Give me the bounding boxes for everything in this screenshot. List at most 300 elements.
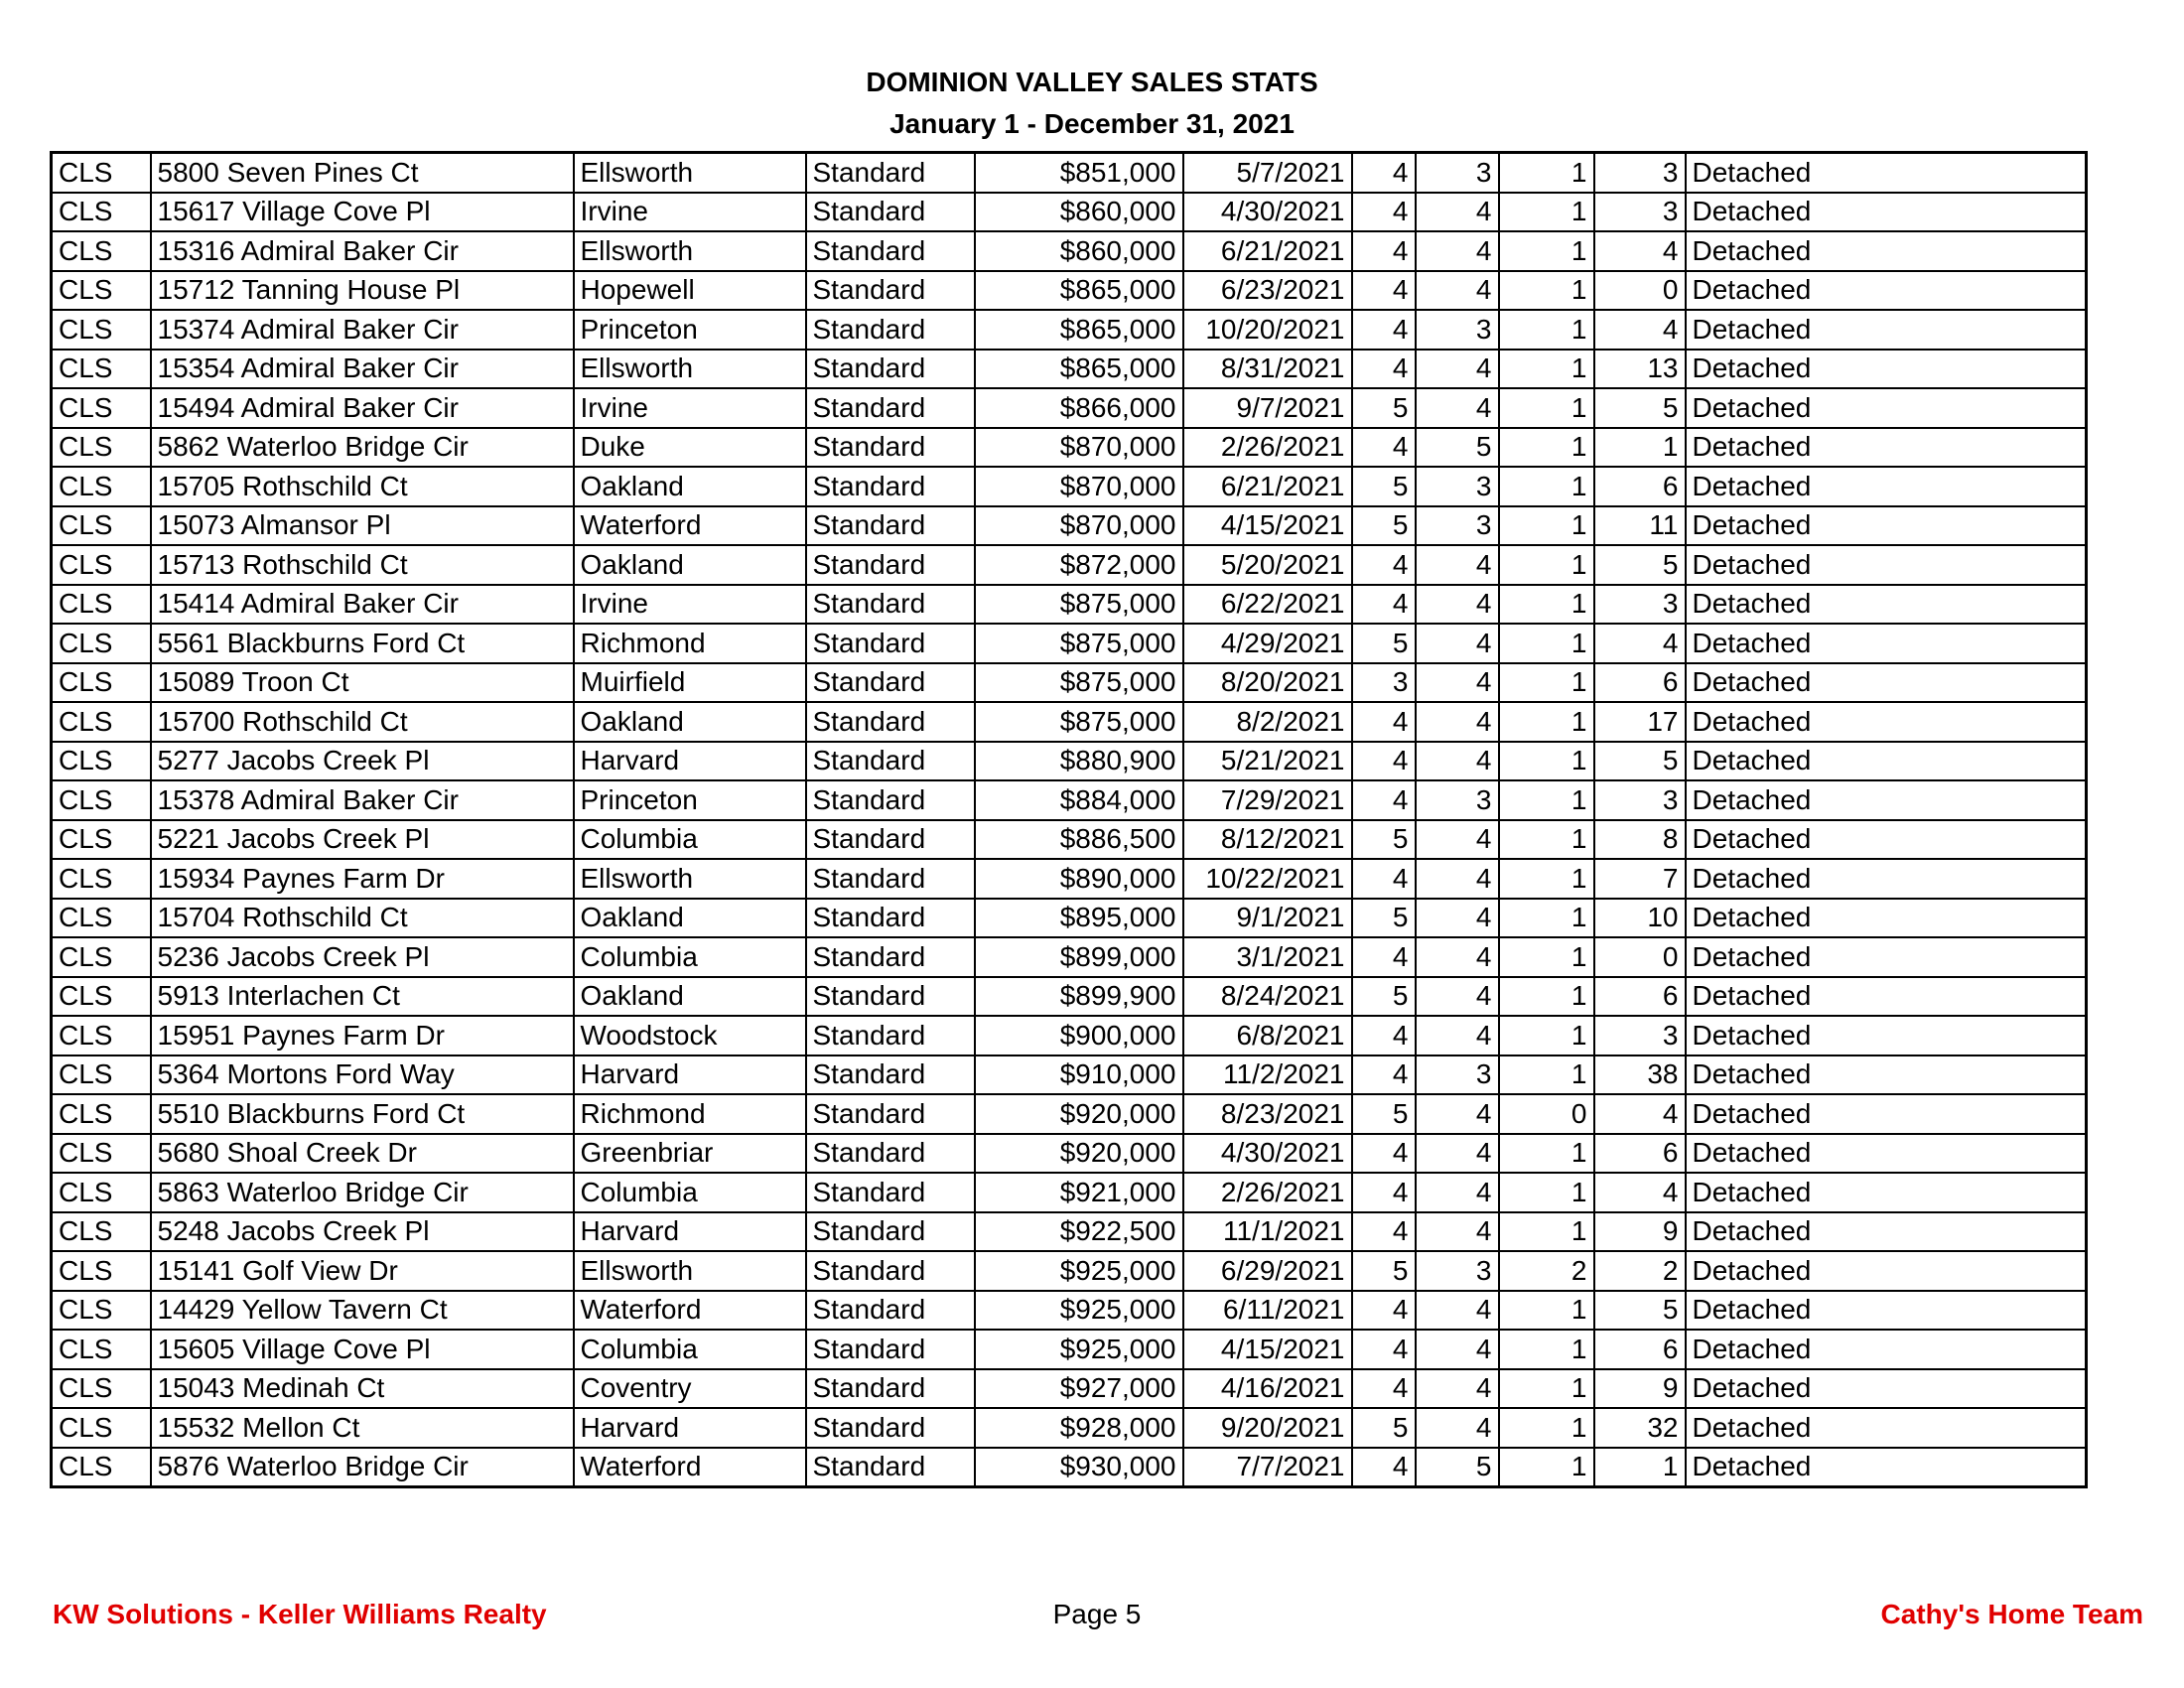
- cell-sale-type: Standard: [806, 1330, 975, 1369]
- cell-style: Detached: [1686, 193, 2087, 232]
- cell-address: 15414 Admiral Baker Cir: [151, 585, 574, 625]
- cell-bedrooms: 4: [1352, 1448, 1416, 1487]
- table-row: [52, 1094, 2087, 1134]
- cell-sale-type: Standard: [806, 1448, 975, 1487]
- cell-bedrooms: 5: [1352, 1094, 1416, 1134]
- cell-sale-type: Standard: [806, 937, 975, 977]
- cell-sale-type: Standard: [806, 153, 975, 193]
- cell-close-date: 8/24/2021: [1183, 977, 1352, 1017]
- table-row: [52, 388, 2087, 428]
- cell-close-date: 6/22/2021: [1183, 585, 1352, 625]
- cell-sale-type: Standard: [806, 702, 975, 742]
- cell-close-date: 8/31/2021: [1183, 350, 1352, 389]
- cell-sale-type: Standard: [806, 388, 975, 428]
- cell-address: 5248 Jacobs Creek Pl: [151, 1212, 574, 1252]
- cell-status: CLS: [52, 1448, 151, 1487]
- cell-sale-type: Standard: [806, 899, 975, 938]
- cell-address: 15713 Rothschild Ct: [151, 545, 574, 585]
- cell-price: $886,500: [975, 820, 1183, 860]
- cell-model: Coventry: [574, 1369, 806, 1409]
- cell-days-on-market: 1: [1594, 1448, 1686, 1487]
- cell-close-date: 6/21/2021: [1183, 231, 1352, 271]
- cell-style: Detached: [1686, 153, 2087, 193]
- cell-status: CLS: [52, 1016, 151, 1055]
- cell-days-on-market: 11: [1594, 506, 1686, 546]
- table-row: [52, 585, 2087, 625]
- cell-model: Ellsworth: [574, 859, 806, 899]
- cell-price: $899,900: [975, 977, 1183, 1017]
- cell-close-date: 2/26/2021: [1183, 428, 1352, 468]
- cell-full-baths: 4: [1416, 977, 1499, 1017]
- cell-style: Detached: [1686, 388, 2087, 428]
- cell-address: 15073 Almansor Pl: [151, 506, 574, 546]
- cell-sale-type: Standard: [806, 1055, 975, 1095]
- cell-status: CLS: [52, 1212, 151, 1252]
- cell-full-baths: 3: [1416, 153, 1499, 193]
- cell-close-date: 4/16/2021: [1183, 1369, 1352, 1409]
- cell-status: CLS: [52, 624, 151, 663]
- cell-sale-type: Standard: [806, 1251, 975, 1291]
- cell-style: Detached: [1686, 820, 2087, 860]
- cell-style: Detached: [1686, 899, 2087, 938]
- cell-status: CLS: [52, 1055, 151, 1095]
- cell-price: $899,000: [975, 937, 1183, 977]
- cell-status: CLS: [52, 780, 151, 820]
- table-row: [52, 1448, 2087, 1487]
- table-row: [52, 193, 2087, 232]
- cell-status: CLS: [52, 702, 151, 742]
- cell-model: Princeton: [574, 780, 806, 820]
- table-row: [52, 231, 2087, 271]
- cell-half-baths: 1: [1499, 506, 1594, 546]
- cell-half-baths: 1: [1499, 545, 1594, 585]
- cell-address: 5277 Jacobs Creek Pl: [151, 742, 574, 781]
- cell-half-baths: 1: [1499, 742, 1594, 781]
- cell-close-date: 2/26/2021: [1183, 1173, 1352, 1212]
- sales-table-body: [52, 153, 2087, 1487]
- table-row: [52, 506, 2087, 546]
- cell-address: 5862 Waterloo Bridge Cir: [151, 428, 574, 468]
- cell-model: Irvine: [574, 193, 806, 232]
- cell-bedrooms: 4: [1352, 859, 1416, 899]
- cell-sale-type: Standard: [806, 428, 975, 468]
- cell-days-on-market: 38: [1594, 1055, 1686, 1095]
- cell-bedrooms: 4: [1352, 742, 1416, 781]
- cell-address: 5236 Jacobs Creek Pl: [151, 937, 574, 977]
- cell-style: Detached: [1686, 663, 2087, 703]
- cell-bedrooms: 5: [1352, 820, 1416, 860]
- cell-bedrooms: 4: [1352, 1291, 1416, 1331]
- cell-address: 5800 Seven Pines Ct: [151, 153, 574, 193]
- cell-address: 15494 Admiral Baker Cir: [151, 388, 574, 428]
- cell-address: 15951 Paynes Farm Dr: [151, 1016, 574, 1055]
- cell-full-baths: 3: [1416, 1251, 1499, 1291]
- cell-full-baths: 4: [1416, 1212, 1499, 1252]
- cell-close-date: 10/20/2021: [1183, 310, 1352, 350]
- cell-close-date: 4/29/2021: [1183, 624, 1352, 663]
- cell-days-on-market: 6: [1594, 977, 1686, 1017]
- cell-style: Detached: [1686, 428, 2087, 468]
- cell-sale-type: Standard: [806, 1173, 975, 1212]
- cell-style: Detached: [1686, 271, 2087, 311]
- cell-close-date: 11/1/2021: [1183, 1212, 1352, 1252]
- cell-status: CLS: [52, 350, 151, 389]
- cell-status: CLS: [52, 467, 151, 506]
- cell-sale-type: Standard: [806, 1408, 975, 1448]
- cell-sale-type: Standard: [806, 1134, 975, 1174]
- cell-address: 15532 Mellon Ct: [151, 1408, 574, 1448]
- cell-close-date: 8/20/2021: [1183, 663, 1352, 703]
- cell-address: 15374 Admiral Baker Cir: [151, 310, 574, 350]
- cell-full-baths: 4: [1416, 1094, 1499, 1134]
- cell-price: $900,000: [975, 1016, 1183, 1055]
- cell-sale-type: Standard: [806, 780, 975, 820]
- cell-model: Hopewell: [574, 271, 806, 311]
- cell-days-on-market: 6: [1594, 467, 1686, 506]
- cell-days-on-market: 3: [1594, 1016, 1686, 1055]
- cell-address: 15705 Rothschild Ct: [151, 467, 574, 506]
- cell-status: CLS: [52, 153, 151, 193]
- cell-status: CLS: [52, 1134, 151, 1174]
- cell-style: Detached: [1686, 1448, 2087, 1487]
- cell-address: 15700 Rothschild Ct: [151, 702, 574, 742]
- cell-bedrooms: 4: [1352, 1016, 1416, 1055]
- cell-half-baths: 2: [1499, 1251, 1594, 1291]
- cell-close-date: 8/2/2021: [1183, 702, 1352, 742]
- cell-close-date: 9/7/2021: [1183, 388, 1352, 428]
- cell-full-baths: 4: [1416, 1173, 1499, 1212]
- cell-price: $925,000: [975, 1291, 1183, 1331]
- cell-bedrooms: 4: [1352, 937, 1416, 977]
- cell-style: Detached: [1686, 585, 2087, 625]
- footer-brokerage: KW Solutions - Keller Williams Realty: [53, 1599, 547, 1629]
- cell-bedrooms: 4: [1352, 193, 1416, 232]
- cell-close-date: 10/22/2021: [1183, 859, 1352, 899]
- cell-days-on-market: 1: [1594, 428, 1686, 468]
- cell-model: Ellsworth: [574, 231, 806, 271]
- cell-half-baths: 1: [1499, 271, 1594, 311]
- table-row: [52, 1134, 2087, 1174]
- cell-sale-type: Standard: [806, 467, 975, 506]
- cell-close-date: 5/20/2021: [1183, 545, 1352, 585]
- cell-full-baths: 4: [1416, 937, 1499, 977]
- cell-model: Irvine: [574, 585, 806, 625]
- cell-bedrooms: 5: [1352, 977, 1416, 1017]
- cell-close-date: 11/2/2021: [1183, 1055, 1352, 1095]
- cell-full-baths: 4: [1416, 899, 1499, 938]
- cell-address: 15605 Village Cove Pl: [151, 1330, 574, 1369]
- cell-style: Detached: [1686, 624, 2087, 663]
- cell-model: Richmond: [574, 624, 806, 663]
- cell-close-date: 4/30/2021: [1183, 1134, 1352, 1174]
- cell-price: $925,000: [975, 1330, 1183, 1369]
- page-title: DOMINION VALLEY SALES STATS: [866, 67, 1318, 97]
- cell-model: Muirfield: [574, 663, 806, 703]
- cell-bedrooms: 4: [1352, 153, 1416, 193]
- cell-style: Detached: [1686, 1212, 2087, 1252]
- page-number: Page 5: [1052, 1599, 1142, 1629]
- cell-status: CLS: [52, 1094, 151, 1134]
- cell-style: Detached: [1686, 1369, 2087, 1409]
- cell-sale-type: Standard: [806, 1369, 975, 1409]
- cell-price: $925,000: [975, 1251, 1183, 1291]
- cell-full-baths: 4: [1416, 231, 1499, 271]
- cell-address: 5863 Waterloo Bridge Cir: [151, 1173, 574, 1212]
- cell-days-on-market: 8: [1594, 820, 1686, 860]
- cell-half-baths: 1: [1499, 1408, 1594, 1448]
- cell-close-date: 3/1/2021: [1183, 937, 1352, 977]
- cell-sale-type: Standard: [806, 271, 975, 311]
- table-row: [52, 702, 2087, 742]
- cell-close-date: 4/15/2021: [1183, 1330, 1352, 1369]
- cell-sale-type: Standard: [806, 977, 975, 1017]
- table-row: [52, 820, 2087, 860]
- cell-close-date: 6/21/2021: [1183, 467, 1352, 506]
- cell-price: $884,000: [975, 780, 1183, 820]
- table-row: [52, 1330, 2087, 1369]
- cell-half-baths: 1: [1499, 1369, 1594, 1409]
- cell-price: $860,000: [975, 193, 1183, 232]
- cell-close-date: 6/29/2021: [1183, 1251, 1352, 1291]
- cell-half-baths: 1: [1499, 428, 1594, 468]
- table-row: [52, 1173, 2087, 1212]
- cell-status: CLS: [52, 663, 151, 703]
- cell-address: 5680 Shoal Creek Dr: [151, 1134, 574, 1174]
- cell-sale-type: Standard: [806, 231, 975, 271]
- cell-full-baths: 4: [1416, 1291, 1499, 1331]
- table-row: [52, 1212, 2087, 1252]
- table-row: [52, 1016, 2087, 1055]
- cell-price: $870,000: [975, 428, 1183, 468]
- cell-price: $930,000: [975, 1448, 1183, 1487]
- cell-days-on-market: 13: [1594, 350, 1686, 389]
- cell-bedrooms: 5: [1352, 506, 1416, 546]
- cell-status: CLS: [52, 1173, 151, 1212]
- cell-bedrooms: 5: [1352, 899, 1416, 938]
- cell-close-date: 9/1/2021: [1183, 899, 1352, 938]
- cell-price: $922,500: [975, 1212, 1183, 1252]
- cell-status: CLS: [52, 545, 151, 585]
- cell-half-baths: 1: [1499, 388, 1594, 428]
- cell-status: CLS: [52, 388, 151, 428]
- cell-model: Oakland: [574, 977, 806, 1017]
- cell-sale-type: Standard: [806, 506, 975, 546]
- cell-half-baths: 1: [1499, 820, 1594, 860]
- cell-style: Detached: [1686, 1055, 2087, 1095]
- cell-style: Detached: [1686, 702, 2087, 742]
- table-row: [52, 545, 2087, 585]
- cell-days-on-market: 7: [1594, 859, 1686, 899]
- cell-style: Detached: [1686, 780, 2087, 820]
- cell-half-baths: 1: [1499, 624, 1594, 663]
- cell-price: $921,000: [975, 1173, 1183, 1212]
- cell-style: Detached: [1686, 937, 2087, 977]
- cell-price: $872,000: [975, 545, 1183, 585]
- cell-status: CLS: [52, 742, 151, 781]
- cell-bedrooms: 5: [1352, 467, 1416, 506]
- table-row: [52, 899, 2087, 938]
- cell-model: Columbia: [574, 820, 806, 860]
- cell-bedrooms: 4: [1352, 780, 1416, 820]
- cell-status: CLS: [52, 1369, 151, 1409]
- cell-price: $875,000: [975, 663, 1183, 703]
- cell-full-baths: 4: [1416, 585, 1499, 625]
- cell-style: Detached: [1686, 350, 2087, 389]
- cell-sale-type: Standard: [806, 545, 975, 585]
- cell-sale-type: Standard: [806, 820, 975, 860]
- cell-half-baths: 1: [1499, 937, 1594, 977]
- cell-model: Harvard: [574, 1212, 806, 1252]
- cell-sale-type: Standard: [806, 193, 975, 232]
- cell-full-baths: 4: [1416, 1330, 1499, 1369]
- cell-full-baths: 3: [1416, 506, 1499, 546]
- table-row: [52, 310, 2087, 350]
- footer-team: Cathy's Home Team: [1880, 1599, 2143, 1629]
- cell-half-baths: 1: [1499, 1016, 1594, 1055]
- cell-style: Detached: [1686, 1251, 2087, 1291]
- cell-bedrooms: 4: [1352, 545, 1416, 585]
- cell-full-baths: 4: [1416, 193, 1499, 232]
- cell-bedrooms: 4: [1352, 1134, 1416, 1174]
- cell-model: Ellsworth: [574, 350, 806, 389]
- cell-model: Oakland: [574, 545, 806, 585]
- cell-price: $875,000: [975, 585, 1183, 625]
- cell-full-baths: 4: [1416, 1408, 1499, 1448]
- table-row: [52, 624, 2087, 663]
- table-row: [52, 153, 2087, 193]
- cell-days-on-market: 9: [1594, 1212, 1686, 1252]
- cell-full-baths: 4: [1416, 350, 1499, 389]
- cell-address: 15617 Village Cove Pl: [151, 193, 574, 232]
- cell-days-on-market: 6: [1594, 663, 1686, 703]
- cell-price: $866,000: [975, 388, 1183, 428]
- cell-price: $870,000: [975, 506, 1183, 546]
- cell-days-on-market: 0: [1594, 937, 1686, 977]
- cell-style: Detached: [1686, 545, 2087, 585]
- cell-status: CLS: [52, 310, 151, 350]
- table-row: [52, 428, 2087, 468]
- cell-bedrooms: 5: [1352, 388, 1416, 428]
- cell-sale-type: Standard: [806, 1291, 975, 1331]
- cell-bedrooms: 4: [1352, 585, 1416, 625]
- cell-full-baths: 4: [1416, 545, 1499, 585]
- cell-days-on-market: 6: [1594, 1134, 1686, 1174]
- cell-half-baths: 0: [1499, 1094, 1594, 1134]
- cell-sale-type: Standard: [806, 310, 975, 350]
- cell-days-on-market: 9: [1594, 1369, 1686, 1409]
- cell-days-on-market: 4: [1594, 1173, 1686, 1212]
- table-row: [52, 780, 2087, 820]
- cell-bedrooms: 4: [1352, 1212, 1416, 1252]
- cell-full-baths: 3: [1416, 1055, 1499, 1095]
- cell-sale-type: Standard: [806, 585, 975, 625]
- cell-days-on-market: 4: [1594, 310, 1686, 350]
- cell-model: Columbia: [574, 937, 806, 977]
- cell-price: $890,000: [975, 859, 1183, 899]
- cell-half-baths: 1: [1499, 702, 1594, 742]
- table-row: [52, 742, 2087, 781]
- cell-sale-type: Standard: [806, 1212, 975, 1252]
- cell-address: 15141 Golf View Dr: [151, 1251, 574, 1291]
- cell-price: $920,000: [975, 1094, 1183, 1134]
- cell-days-on-market: 0: [1594, 271, 1686, 311]
- cell-days-on-market: 3: [1594, 780, 1686, 820]
- cell-address: 15704 Rothschild Ct: [151, 899, 574, 938]
- cell-model: Oakland: [574, 899, 806, 938]
- table-row: [52, 350, 2087, 389]
- cell-price: $880,900: [975, 742, 1183, 781]
- cell-bedrooms: 4: [1352, 271, 1416, 311]
- cell-full-baths: 3: [1416, 780, 1499, 820]
- cell-bedrooms: 4: [1352, 310, 1416, 350]
- cell-model: Columbia: [574, 1330, 806, 1369]
- table-row: [52, 1408, 2087, 1448]
- cell-model: Oakland: [574, 467, 806, 506]
- cell-full-baths: 4: [1416, 702, 1499, 742]
- cell-full-baths: 4: [1416, 859, 1499, 899]
- cell-status: CLS: [52, 1330, 151, 1369]
- cell-half-baths: 1: [1499, 467, 1594, 506]
- cell-half-baths: 1: [1499, 350, 1594, 389]
- cell-sale-type: Standard: [806, 663, 975, 703]
- cell-days-on-market: 2: [1594, 1251, 1686, 1291]
- cell-full-baths: 4: [1416, 1134, 1499, 1174]
- cell-address: 5221 Jacobs Creek Pl: [151, 820, 574, 860]
- cell-days-on-market: 5: [1594, 545, 1686, 585]
- table-row: [52, 1291, 2087, 1331]
- cell-style: Detached: [1686, 467, 2087, 506]
- cell-close-date: 8/23/2021: [1183, 1094, 1352, 1134]
- cell-status: CLS: [52, 193, 151, 232]
- cell-close-date: 6/23/2021: [1183, 271, 1352, 311]
- table-row: [52, 937, 2087, 977]
- cell-sale-type: Standard: [806, 1016, 975, 1055]
- cell-bedrooms: 4: [1352, 1330, 1416, 1369]
- cell-status: CLS: [52, 231, 151, 271]
- cell-sale-type: Standard: [806, 624, 975, 663]
- cell-sale-type: Standard: [806, 1094, 975, 1134]
- cell-bedrooms: 4: [1352, 1369, 1416, 1409]
- cell-address: 5364 Mortons Ford Way: [151, 1055, 574, 1095]
- cell-days-on-market: 4: [1594, 1094, 1686, 1134]
- cell-half-baths: 1: [1499, 1173, 1594, 1212]
- cell-full-baths: 4: [1416, 1369, 1499, 1409]
- cell-model: Ellsworth: [574, 1251, 806, 1291]
- cell-address: 15378 Admiral Baker Cir: [151, 780, 574, 820]
- cell-price: $927,000: [975, 1369, 1183, 1409]
- cell-days-on-market: 3: [1594, 153, 1686, 193]
- cell-close-date: 8/12/2021: [1183, 820, 1352, 860]
- cell-model: Greenbriar: [574, 1134, 806, 1174]
- cell-half-baths: 1: [1499, 1291, 1594, 1331]
- cell-bedrooms: 4: [1352, 350, 1416, 389]
- cell-bedrooms: 4: [1352, 1055, 1416, 1095]
- cell-model: Columbia: [574, 1173, 806, 1212]
- cell-address: 5913 Interlachen Ct: [151, 977, 574, 1017]
- cell-style: Detached: [1686, 1291, 2087, 1331]
- cell-full-baths: 4: [1416, 820, 1499, 860]
- cell-close-date: 7/7/2021: [1183, 1448, 1352, 1487]
- cell-sale-type: Standard: [806, 859, 975, 899]
- cell-bedrooms: 4: [1352, 702, 1416, 742]
- title-block: [0, 62, 2184, 145]
- cell-model: Richmond: [574, 1094, 806, 1134]
- cell-sale-type: Standard: [806, 350, 975, 389]
- cell-half-baths: 1: [1499, 663, 1594, 703]
- table-row: [52, 1055, 2087, 1095]
- cell-price: $865,000: [975, 310, 1183, 350]
- cell-model: Harvard: [574, 1408, 806, 1448]
